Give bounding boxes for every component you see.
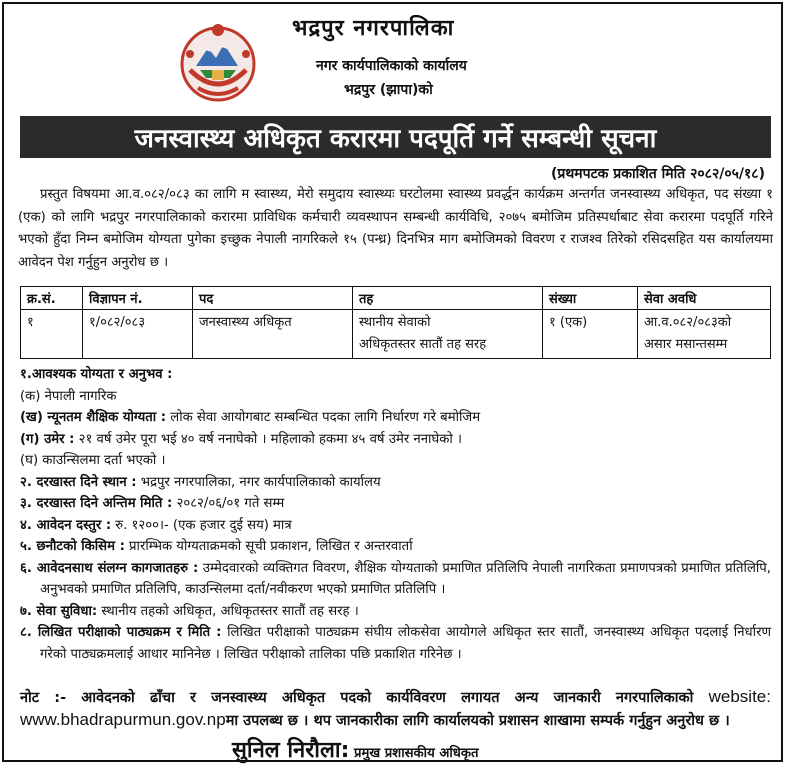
req-a: (क) नेपाली नागरिक	[20, 388, 117, 404]
column-header: सेवा अवधि	[638, 287, 771, 310]
note-text-1: नोट :- आवेदनको ढाँचा र जनस्वास्थ्य अधिकृत पदको कार्यविवरण लगायत अन्य जानकारी नगरपालिकाको	[20, 690, 709, 706]
signature-block	[232, 734, 479, 764]
item-6-text: उम्मेदवारको व्यक्तिगत विवरण, शैक्षिक योग्यताको प्रमाणित प्रतिलिपि नेपाली नागरिकता प्रमाणपत्रको प्रमाणित प्रतिलिपि, अनुभवको प्रमाणित प्रतिलिपि, काउन्सिलमा दर्ता/नवीकरण भएको प्रमाणित प्रतिलिपि ।	[40, 560, 771, 597]
municipality-name: भद्रपुर नगरपालिका	[292, 16, 455, 41]
item-4-text: रु. १२००।- (एक हजार दुई सय) मात्र	[111, 517, 292, 533]
column-header: पद	[193, 287, 353, 310]
item-3-text: २०८२/०६/०१ गते सम्म	[172, 496, 285, 511]
item-6-label: ६. आवेदनसाथ संलग्न कागजातहरु :	[20, 560, 199, 576]
item-6	[20, 558, 771, 601]
item-8-text: लिखित परीक्षाको पाठ्यक्रम संघीय लोकसेवा आयोगले अधिकृत स्तर सातौं, जनस्वास्थ्य अधिकृत पदलाई निर्धारण गरेको पाठ्यक्रमलाई आधार मानिनेछ । लिखित परीक्षाको तालिका पछि प्रकाशित गरिनेछ ।	[40, 625, 771, 662]
level-line: स्थानीय सेवाको	[359, 315, 431, 330]
column-header: विज्ञापन नं.	[83, 287, 193, 310]
item-2-label: २. दरखास्त दिने स्थान :	[20, 474, 137, 490]
signatory-name: सुनिल निरौला:	[232, 738, 350, 763]
website-link[interactable]: www.bhadrapurmun.gov.np	[20, 710, 226, 729]
office-name: नगर कार्यपालिकाको कार्यालय	[316, 58, 467, 74]
vacancy-table	[20, 286, 771, 359]
item-7-text: स्थानीय तहको अधिकृत, अधिकृतस्तर सातौं तह सरह ।	[97, 603, 359, 619]
item-7-label: ७. सेवा सुविधा:	[20, 603, 98, 619]
website-label: website:	[708, 687, 771, 706]
req-b	[20, 407, 771, 429]
cell-adv-no: १/०८२/०८३	[83, 310, 193, 359]
requirements-section	[20, 364, 771, 665]
item-5-label: ५. छनौटको किसिम :	[20, 539, 125, 554]
office-location: भद्रपुर (झापा)को	[344, 82, 433, 98]
item-8-label: ८. लिखित परीक्षाको पाठ्यक्रम र मिति :	[20, 625, 222, 640]
table-header-row	[21, 287, 771, 310]
column-header: संख्या	[543, 287, 638, 310]
item-4-label: ४. आवेदन दस्तुर :	[20, 517, 112, 533]
nepal-government-emblem-icon	[176, 20, 260, 104]
table-row	[21, 310, 771, 359]
cell-period	[638, 310, 771, 359]
column-header: क्र.सं.	[21, 287, 83, 310]
req-d: (घ) काउन्सिलमा दर्ता भएको ।	[20, 453, 166, 468]
item-3-label: ३. दरखास्त दिने अन्तिम मिति :	[20, 496, 173, 511]
note-paragraph	[20, 686, 771, 732]
cell-level	[353, 310, 543, 359]
notice-title: जनस्वास्थ्य अधिकृत करारमा पदपूर्ति गर्ने सम्बन्धी सूचना	[20, 116, 771, 158]
signatory-post: प्रमुख प्रशासकीय अधिकृत	[349, 746, 479, 761]
period-line: असार मसान्तसम्म	[644, 337, 728, 352]
item-7	[20, 601, 771, 623]
period-line: आ.व.०८२/०८३को	[644, 315, 732, 330]
cell-count: १ (एक)	[543, 310, 638, 359]
item-3	[20, 493, 771, 515]
item-5-text: प्रारम्भिक योग्यताक्रमको सूची प्रकाशन, लिखित र अन्तरवार्ता	[124, 539, 413, 554]
note-text-2: मा उपलब्ध छ । थप जानकारीका लागि कार्यालयको प्रशासन शाखामा सम्पर्क गर्नुहुन अनुरोध छ ।	[225, 713, 730, 729]
item-2	[20, 472, 771, 494]
req-c-text: २१ वर्ष उमेर पूरा भई ४० वर्ष ननाघेको । महिलाको हकमा ४५ वर्ष उमेर ननाघेको ।	[74, 431, 463, 447]
column-header: तह	[353, 287, 543, 310]
req-c-label: (ग) उमेर :	[20, 431, 75, 447]
req-b-label: (ख) न्यूनतम शैक्षिक योग्यता :	[20, 410, 167, 425]
cell-post: जनस्वास्थ्य अधिकृत	[193, 310, 353, 359]
req-b-text: लोक सेवा आयोगबाट सम्बन्धित पदका लागि निर्धारण गरे बमोजिम	[166, 410, 481, 425]
intro-paragraph: प्रस्तुत विषयमा आ.व.०८२/०८३ का लागि म स्वास्थ्य, मेरो समुदाय स्वास्थ्यः घरटोलमा स्वास्थ्य प्रवर्द्धन कार्यक्रम अन्तर्गत जनस्वास्थ्य अधिकृत, पद संख्या १ (एक) को लागि भद्रपुर नगरपालिकाको करारमा प्राविधिक कर्मचारी व्यवस्थापन सम्बन्धी कार्यविधि, २०७५ बमोजिम प्रतिस्पर्धाबाट सेवा करारमा पदपूर्ति गरिने भएको हुँदा निम्न बमोजिम योग्यता पुगेका इच्छुक नेपाली नागरिकले १५ (पन्ध्र) दिनभित्र माग बमोजिमको विवरण र राजश्व तिरेको रसिदसहित यस कार्यालयमा आवेदन पेश गर्नुहुन अनुरोध छ ।	[18, 187, 773, 270]
item-5	[20, 536, 771, 558]
cell-serial: १	[21, 310, 83, 359]
item-2-text: भद्रपुर नगरपालिका, नगर कार्यपालिकाको कार्यालय	[136, 474, 381, 490]
level-line: अधिकृतस्तर सातौं तह सरह	[359, 337, 487, 352]
notice-frame	[2, 2, 783, 762]
item-4	[20, 515, 771, 537]
published-date: (प्रथमपटक प्रकाशित मिति २०८२/०५/१८)	[550, 166, 765, 182]
requirements-heading: १.आवश्यक योग्यता र अनुभव :	[20, 367, 173, 382]
req-c	[20, 429, 771, 451]
notice-header	[4, 4, 785, 108]
item-8	[20, 622, 771, 665]
